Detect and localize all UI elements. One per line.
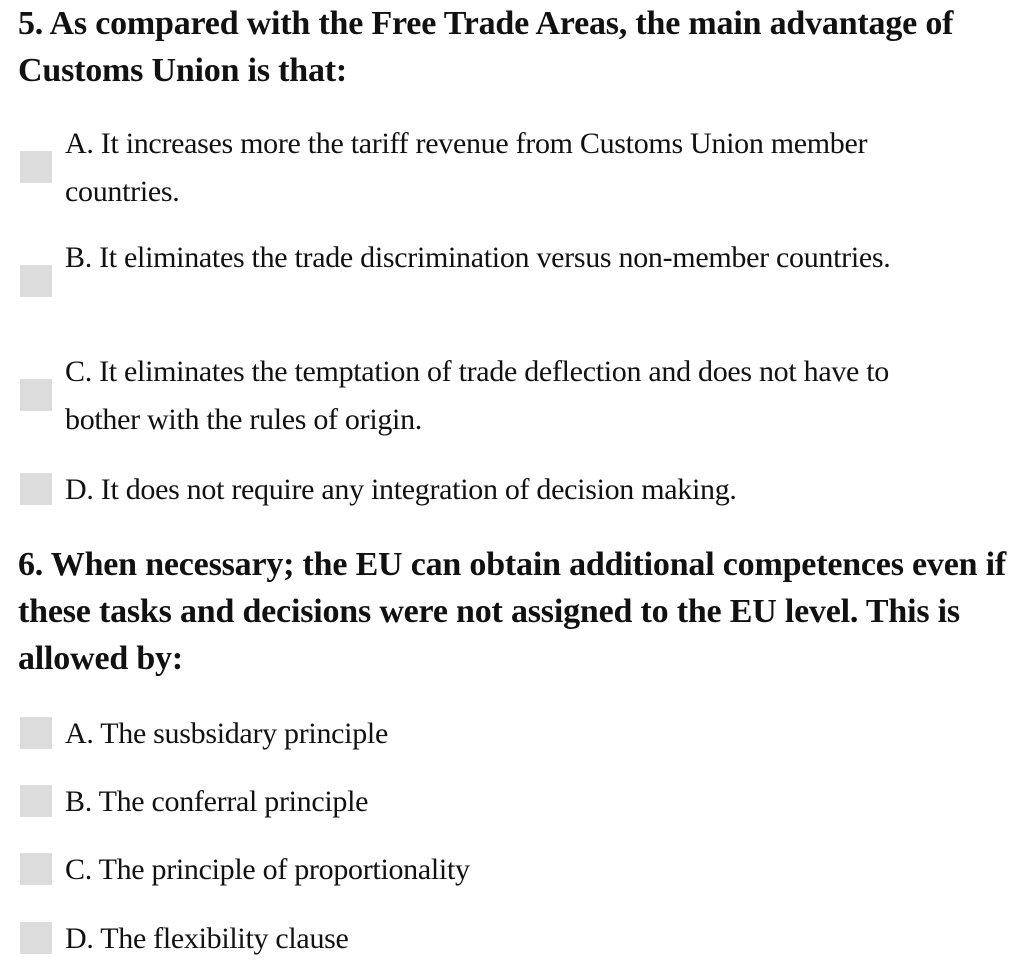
question-6-option-b[interactable] [20, 778, 1000, 826]
option-b-checkbox[interactable] [20, 785, 52, 817]
option-d-checkbox[interactable] [20, 922, 52, 954]
option-d-checkbox[interactable] [20, 473, 52, 505]
option-a-checkbox[interactable] [20, 717, 52, 749]
question-6-option-c[interactable] [20, 846, 1000, 894]
question-6-option-a[interactable] [20, 710, 1000, 758]
option-c-label: C. The principle of proportionality [65, 853, 470, 886]
question-6-option-d[interactable] [20, 915, 1000, 963]
option-a-checkbox[interactable] [20, 151, 52, 183]
option-d-label: D. The flexibility clause [65, 922, 349, 955]
question-5-title: 5. As compared with the Free Trade Areas, the main advantage of Customs Union is that: [18, 5, 954, 89]
option-c-label: C. It eliminates the temptation of trade deflection and does not have to bother with the rules of origin. [65, 355, 889, 436]
option-b-label: B. It eliminates the trade discrimination versus non-member countries. [65, 241, 891, 274]
question-6-title: 6. When necessary; the EU can obtain additional competences even if these tasks and decisions were not assigned to the EU level. This is allowed by: [18, 546, 1006, 677]
option-b-checkbox[interactable] [20, 265, 52, 297]
option-a-label: A. It increases more the tariff revenue from Customs Union member countries. [65, 127, 868, 208]
option-b-label: B. The conferral principle [65, 785, 369, 818]
question-5-option-d[interactable] [20, 466, 1000, 514]
question-5-option-c[interactable] [20, 348, 1000, 444]
question-5-option-a[interactable] [20, 120, 1000, 216]
option-c-checkbox[interactable] [20, 379, 52, 411]
option-d-label: D. It does not require any integration of decision making. [65, 473, 737, 506]
option-a-label: A. The susbsidary principle [65, 717, 388, 750]
question-5-option-b[interactable] [20, 234, 1000, 330]
option-c-checkbox[interactable] [20, 853, 52, 885]
